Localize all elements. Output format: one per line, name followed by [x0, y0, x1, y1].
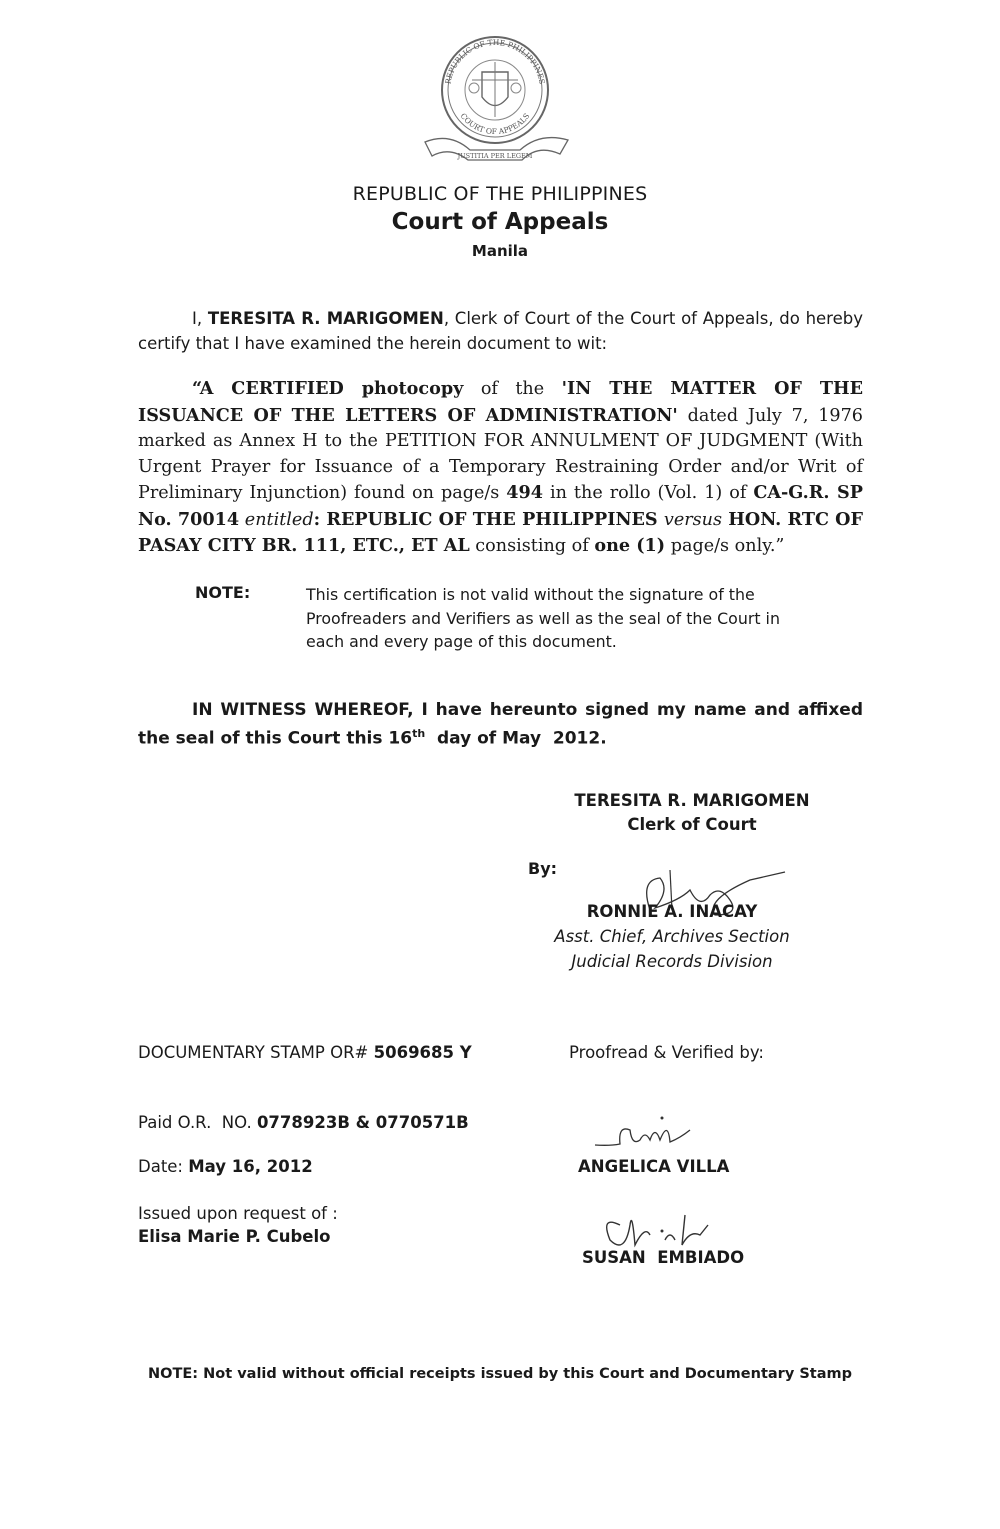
stamp-number: 5069685 Y — [373, 1043, 472, 1062]
verifier-embiado: SUSAN EMBIADO — [582, 1248, 745, 1267]
clerk-signature-block — [540, 789, 844, 837]
certification-intro — [138, 306, 863, 356]
witness-text: IN WITNESS WHEREOF, I have hereunto signed my name and affixed the seal of this Court this 16 — [138, 700, 863, 749]
intro-prefix: I, — [192, 309, 208, 328]
doc-party-1: : REPUBLIC OF THE PHILIPPINES — [313, 508, 664, 530]
clerk-title: Clerk of Court — [627, 815, 757, 834]
signature-villa — [590, 1110, 710, 1160]
verifier-villa: ANGELICA VILLA — [578, 1157, 730, 1176]
doc-text: consisting of — [469, 536, 595, 556]
date-label: Date: — [138, 1157, 189, 1176]
doc-matter-title: 'IN THE MATTER OF THE ISSUANCE OF THE LETTERS OF ADMINISTRATION' — [138, 378, 863, 426]
proofread-label: Proofread & Verified by: — [569, 1043, 764, 1062]
doc-text: in the rollo (Vol. 1) of — [543, 483, 754, 503]
signer-title: Asst. Chief, Archives Section — [554, 927, 790, 946]
note-label: NOTE: — [195, 583, 251, 602]
request-label: Issued upon request of : — [138, 1204, 338, 1223]
doc-entitled: entitled — [244, 509, 314, 530]
paid-or — [138, 1113, 469, 1132]
doc-text: dated July 7, 1976 marked as Annex H to the PETITION FOR ANNULMENT OF JUDGMENT (With Urgent Prayer for Issuance of a Temporary Restraining Order and/or Writ of Preliminary Injunction) found on page/s — [138, 405, 863, 503]
doc-page-number: 494 — [506, 482, 544, 503]
footer-note: NOTE: Not valid without official receipts issued by this Court and Documentary Stamp — [148, 1366, 852, 1382]
clerk-name: TERESITA R. MARIGOMEN — [574, 791, 810, 810]
paid-numbers: 0778923B & 0770571B — [256, 1113, 469, 1132]
paid-label: Paid O.R. NO. — [138, 1113, 257, 1132]
seal-top-text: REPUBLIC OF THE PHILIPPINES — [443, 37, 547, 85]
date-value: May 16, 2012 — [188, 1157, 313, 1176]
signer-name: RONNIE A. INACAY — [586, 902, 758, 921]
doc-certified-photocopy: “A CERTIFIED photocopy — [192, 378, 464, 399]
document-description — [138, 376, 863, 560]
doc-text: of the — [463, 379, 562, 399]
doc-party-2: HON. RTC OF PASAY CITY BR. 111, ETC., ET AL — [138, 508, 863, 556]
header-court: Court of Appeals — [391, 209, 609, 235]
witness-clause — [138, 698, 863, 751]
court-seal — [410, 22, 580, 172]
witness-date: day of May 2012. — [425, 728, 607, 749]
stamp-label: DOCUMENTARY STAMP OR# — [138, 1043, 374, 1062]
issue-date — [138, 1157, 313, 1176]
seal-motto: JUSTITIA PER LEGEM — [457, 152, 533, 160]
doc-versus: versus — [663, 509, 723, 530]
header-republic: REPUBLIC OF THE PHILIPPINES — [352, 183, 648, 205]
requester-name: Elisa Marie P. Cubelo — [138, 1227, 331, 1246]
note-text: This certification is not valid without the signature of the Proofreaders and Verifiers as well as the seal of the Court in each and every page of this document. — [306, 585, 780, 651]
by-label: By: — [528, 859, 558, 878]
doc-text: page/s only.” — [665, 536, 785, 556]
documentary-stamp — [138, 1043, 472, 1062]
signer-block — [520, 899, 824, 974]
intro-rest: , Clerk of Court of the Court of Appeals, do hereby certify that I have examined the herein document to wit: — [138, 309, 863, 353]
witness-ordinal: th — [412, 727, 426, 740]
header-city: Manila — [471, 242, 529, 260]
clerk-name-inline: TERESITA R. MARIGOMEN — [207, 309, 444, 328]
doc-page-count: one (1) — [594, 535, 666, 556]
doc-case-number: CA-G.R. SP No. 70014 — [138, 482, 863, 530]
seal-bottom-text: COURT OF APPEALS — [458, 111, 532, 137]
signer-division: Judicial Records Division — [571, 952, 773, 971]
